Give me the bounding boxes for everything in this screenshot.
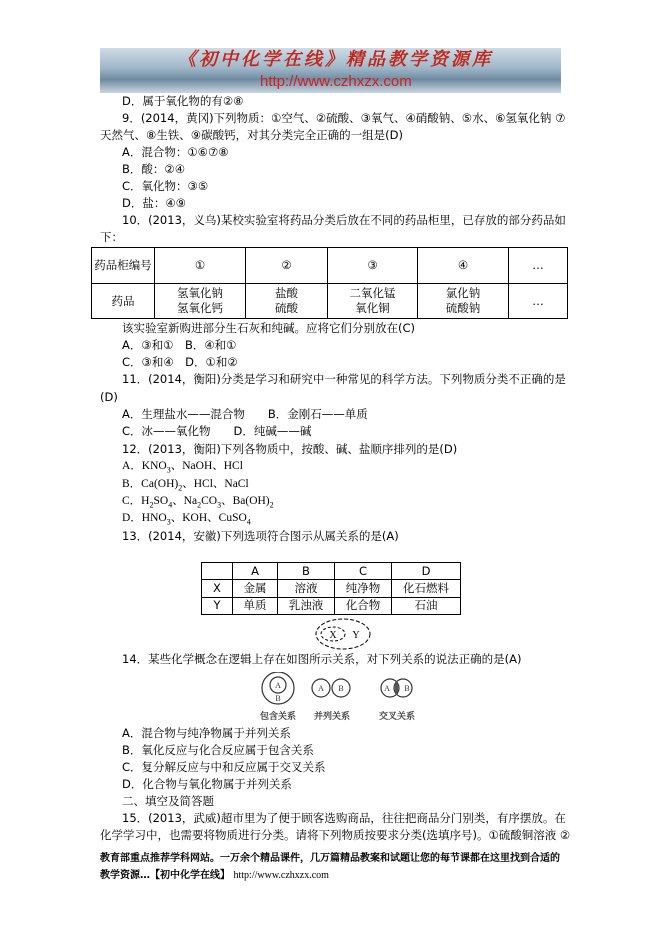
table-cell: [155, 284, 246, 319]
table-cell: [418, 284, 509, 319]
label-a: A: [384, 684, 390, 693]
table-header: ①: [155, 248, 246, 284]
caption-cross: 交叉关系: [378, 712, 416, 722]
text-line: (D): [100, 390, 118, 404]
label-a: A: [275, 681, 281, 690]
table-header: B: [278, 563, 335, 580]
header-banner: [100, 48, 561, 93]
option-a: A．混合物：①⑥⑦⑧: [122, 145, 229, 159]
options-cd: C．冰——氧化物 D．纯碱——碱: [122, 424, 312, 438]
option-c: C．复分解反应与中和反应属于交叉关系: [122, 760, 326, 774]
table-cell: [328, 284, 418, 319]
cell-line: 氧化铜: [355, 301, 390, 315]
table-cell: 金属: [233, 580, 278, 597]
table-header: ③: [328, 248, 418, 284]
table-cell: [246, 284, 328, 319]
table-cell: X: [202, 580, 233, 597]
table-header: A: [233, 563, 278, 580]
table-cell: 化石燃料: [392, 580, 461, 597]
options-ab: A．生理盐水——混合物 B．金刚石——单质: [122, 407, 368, 421]
option-c: C．$H_2SO_4$、$Na_2CO_3$、$Ba(OH)_2$: [122, 495, 274, 510]
options-cd: C．③和④ D．①和②: [122, 355, 238, 369]
table-header: 药品柜编号: [92, 248, 155, 284]
question-15: 15．(2013，武威)超市里为了便于顾客选购商品，往往把商品分门别类，有序摆放。在: [122, 811, 566, 825]
footer-line: 教育部重点推荐学科网站。一万余个精品课件，几万篇精品教案和试题让您的每节课都在这里找到合适的: [100, 853, 560, 864]
relation-diagrams: [255, 672, 435, 724]
option-d: D．化合物与氧化物属于并列关系: [122, 777, 292, 791]
text-line: 下：: [100, 230, 123, 244]
cell-line: 二氧化锰: [349, 286, 396, 300]
relation-table: [201, 562, 461, 615]
label-b: B: [404, 684, 410, 693]
text-line: 该实验室新购进部分生石灰和纯碱。应将它们分别放在(C): [122, 321, 415, 335]
table-cell: 纯净物: [335, 580, 392, 597]
cell-line: 氢氧化钠: [177, 286, 223, 300]
table-header: …: [509, 248, 568, 284]
footer-url[interactable]: http://www.czhxzx.com: [233, 870, 329, 881]
option-b: B．氧化反应与化合反应属于包含关系: [122, 743, 314, 757]
label-x: X: [329, 630, 337, 641]
text-line: 化学学习中，也需要将物质进行分类。请将下列物质按要求分类(选填序号)。①硫酸铜溶液 ②: [100, 828, 571, 842]
table-cell: 化合物: [335, 597, 392, 614]
table-cell: 乳浊液: [278, 597, 335, 614]
option-b: B．酸：②④: [122, 162, 186, 176]
table-header: ④: [418, 248, 509, 284]
table-cell: 单质: [233, 597, 278, 614]
label-a: A: [318, 684, 324, 693]
option-d: D．$HNO_3$、KOH、CuSO$_4$: [122, 512, 251, 527]
footer-text: 教学资源…【初中化学在线】: [100, 870, 230, 881]
section-heading: 二、填空及简答题: [122, 794, 214, 808]
question-10: 10．(2013，义乌)某校实验室将药品分类后放在不同的药品柜里，已存放的部分药品如: [122, 213, 566, 227]
subset-diagram: [314, 617, 372, 651]
option-c: C．氧化物：③⑤: [122, 179, 209, 193]
cell-line: 硫酸钠: [445, 301, 481, 315]
table-header: ②: [246, 248, 328, 284]
question-11: 11．(2014，衡阳)分类是学习和研究中一种常见的科学方法。下列物质分类不正确的是: [122, 372, 566, 386]
table-cell: 药品: [92, 284, 155, 319]
text-line: 天然气、⑧生铁、⑨碳酸钙，对其分类完全正确的一组是(D): [100, 128, 403, 142]
text-line: D．属于氧化物的有②⑧: [122, 94, 244, 108]
cabinet-table: [91, 247, 568, 319]
label-b: B: [338, 684, 344, 693]
banner-url[interactable]: http://www.czhxzx.com: [260, 73, 412, 90]
question-9: 9．(2014，黄冈)下列物质：①空气、②硫酸、③氧气、④硝酸钠、⑤水、⑥氢氧化钠 ⑦: [122, 111, 566, 125]
banner-title: 《初中化学在线》精品教学资源库: [178, 49, 493, 70]
table-cell: 石油: [392, 597, 461, 614]
table-cell: …: [509, 284, 568, 319]
cell-line: 盐酸: [275, 286, 298, 300]
footer-line: [100, 869, 329, 882]
table-cell: Y: [202, 597, 233, 614]
option-a: A．混合物与纯净物属于并列关系: [122, 726, 291, 740]
label-b: B: [275, 694, 281, 703]
question-14: 14．某些化学概念在逻辑上存在如图所示关系，对下列关系的说法正确的是(A): [122, 652, 522, 666]
table-header: D: [392, 563, 461, 580]
table-cell: 溶液: [278, 580, 335, 597]
option-b: B．$Ca(OH)_2$、HCl、NaCl: [122, 478, 249, 493]
cell-line: 氯化钠: [445, 286, 481, 300]
options-ab: A．③和① B．④和①: [122, 338, 237, 352]
caption-contain: 包含关系: [259, 712, 297, 722]
table-header: [202, 563, 233, 580]
caption-parallel: 并列关系: [313, 712, 351, 722]
question-13: 13．(2014，安徽)下列选项符合图示从属关系的是(A): [122, 529, 399, 543]
cell-line: 氢氧化钙: [177, 301, 223, 315]
label-y: Y: [352, 630, 360, 641]
option-d: D．盐：④⑨: [122, 196, 186, 210]
table-header: C: [335, 563, 392, 580]
option-a: A．$KNO_3$、NaOH、HCl: [122, 460, 243, 475]
question-12: 12．(2013，衡阳)下列各物质中，按酸、碱、盐顺序排列的是(D): [122, 442, 458, 456]
cell-line: 硫酸: [275, 301, 298, 315]
